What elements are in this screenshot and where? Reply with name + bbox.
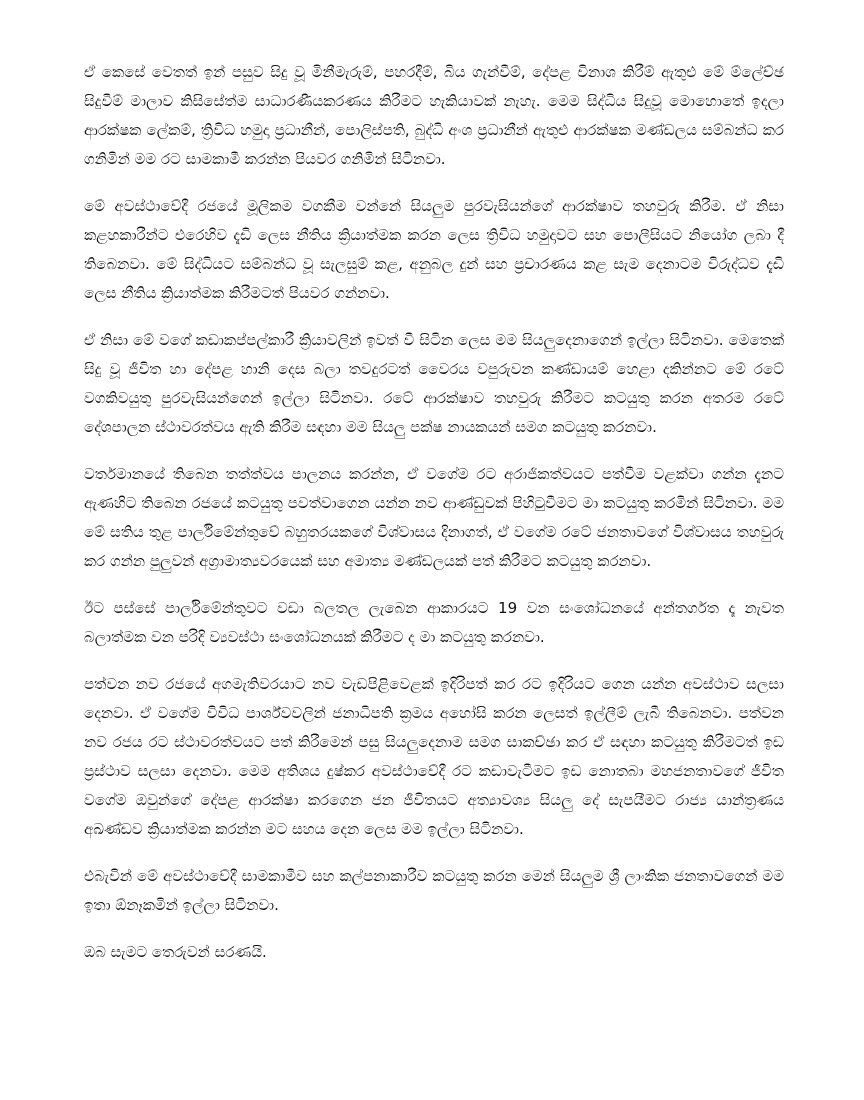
document-page: [84, 58, 784, 967]
paragraph-7: එබැවින් මේ අවස්ථාවේදී සාමකාමීව සහ කල්පනාකාරීව කටයුතු කරන මෙන් සියලුම ශ්‍රී ලාංකික ජනතාවගෙන් මම ඉතා ඕනෑකමින් ඉල්ලා සිටිනවා.: [84, 867, 784, 914]
closing-blessing: ඔබ සැමට තෙරුවන් සරණයි.: [84, 943, 267, 961]
paragraph-4: වර්තමානයේ තිබෙන තත්ත්වය පාලනය කරන්න, ඒ වගේම රට අරාජිකත්වයට පත්වීම වළක්වා ගන්න දැනට ඇණහිට තිබෙන රජයේ කටයුතු පවත්වාගෙන යන්න නව ආණ්ඩුවක් පිහිටුවීමට මා කටයුතු කරමින් සිටිනවා. මම මේ සතිය තුළ පාර්ලිමේන්තුවේ බහුතරයකගේ විශ්වාසය දිනාගත්, ඒ වගේම රටේ ජනතාවගේ විශ්වාසය තහවුරු කර ගන්න පුලුවන් අග්‍රාමාත්‍යවරයෙක් සහ අමාත්‍ය මණ්ඩලයක් පත් කිරීමට කටයුතු කරනවා.: [84, 465, 784, 570]
paragraph-5: ඊට පස්සේ පාර්ලිමේන්තුවට වඩා බලතල ලැබෙන ආකාරයට 19 වන සංශෝධනයේ අන්තර්ගත දෑ නැවත බලාත්මක වන පරිදි ව්‍යවස්ථා සංශෝධනයක් කිරීමට ද මා කටයුතු කරනවා.: [84, 599, 784, 646]
paragraph-6: පත්වන නව රජයේ අගමැතිවරයාට නව වැඩපිළිවෙළක් ඉදිරිපත් කර රට ඉදිරියට ගෙන යන්න අවස්ථාව සලසා දෙනවා. ඒ වගේම විවිධ පාර්ශ්වවලින් ජනාධිපති ක්‍රමය අහෝසි කරන ලෙසත් ඉල්ලීම් ලැබී තිබෙනවා. පත්වන නව රජය රට ස්ථාවරත්වයට පත් කිරීමෙන් පසු සියලුදෙනාම සමග සාකච්ඡා කර ඒ සඳහා කටයුතු කිරීමටත් ඉඩ ප්‍රස්ථාව සලසා දෙනවා. මෙම අතිශය දුෂ්කර අවස්ථාවේදී රට කඩාවැටීමට ඉඩ නොතබා මහජනතාවගේ ජීවිත වගේම ඔවුන්ගේ දේපළ ආරක්ෂා කරගෙන ජන ජීවිතයට අත්‍යාවශ්‍ය සියලු දේ සැපයීමට රාජ්‍ය යාන්ත්‍රණය අඛණ්ඩව ක්‍රියාත්මක කරන්න මට සහය දෙන ලෙස මම ඉල්ලා සිටිනවා.: [84, 675, 784, 838]
paragraph-2: මේ අවස්ථාවේදී රජයේ මූලිකම වගකීම වන්නේ සියලුම පුරවැසියන්ගේ ආරක්ෂාව තහවුරු කිරීම. ඒ නිසා කළහකාරීන්ට එරෙහිව දැඩි ලෙස නීතිය ක්‍රියාත්මක කරන ලෙස ත්‍රිවිධ හමුදාවට සහ පොලීසියට නියෝග ලබා දී තිබෙනවා. මේ සිද්ධියට සම්බන්ධ වූ සැලසුම් කළ, අනුබල දුන් සහ ප්‍රචාරණය කළ සැම දෙනාටම විරුද්ධව දැඩි ලෙස නීතිය ක්‍රියාත්මක කිරීමටත් පියවර ගන්නවා.: [84, 197, 784, 302]
paragraph-1: ඒ කෙසේ වෙතත් ඉන් පසුව සිදු වූ මිනීමැරුම්, පහරදීම්, බිය ගැන්වීම්, දේපළ විනාශ කිරීම් ඇතුළු මේ ම්ලේච්ඡ සිදුවීම් මාලාව කිසිසේත්ම සාධාරණීයකරණය කිරීමට හැකියාවක් නැහැ. මෙම සිද්ධිය සිදුවූ මොහොතේ ඉදලා ආරක්ෂක ලේකම්, ත්‍රිවිධ හමුදා ප්‍රධානීන්, පොලිස්පති, බුද්ධි අංශ ප්‍රධානීන් ඇතුළු ආරක්ෂක මණ්ඩලය සම්බන්ධ කර ගනිමින් මම රට සාමකාමී කරන්න පියවර ගනිමින් සිටිනවා.: [84, 63, 784, 168]
paragraph-3: ඒ නිසා මේ වගේ කඩාකප්පල්කාරී ක්‍රියාවලින් ඉවත් වී සිටින ලෙස මම සියලුදෙනාගෙන් ඉල්ලා සිටිනවා. මෙතෙක් සිදු වූ ජීවිත හා දේපළ හානි දෙස බලා තවදුරටත් වෛරය වපුරුවන කණ්ඩායම් හෙළා දකින්නට මේ රටේ වගකිවයුතු පුරවැසියන්ගෙන් ඉල්ලා සිටිනවා. රටේ ආරක්ෂාව තහවුරු කිරීමට කටයුතු කරන අතරම රටේ දේශපාලන ස්ථාවරත්වය ඇති කිරීම සඳහා මම සියලු පක්ෂ නායකයන් සමග කටයුතු කරනවා.: [84, 331, 784, 436]
